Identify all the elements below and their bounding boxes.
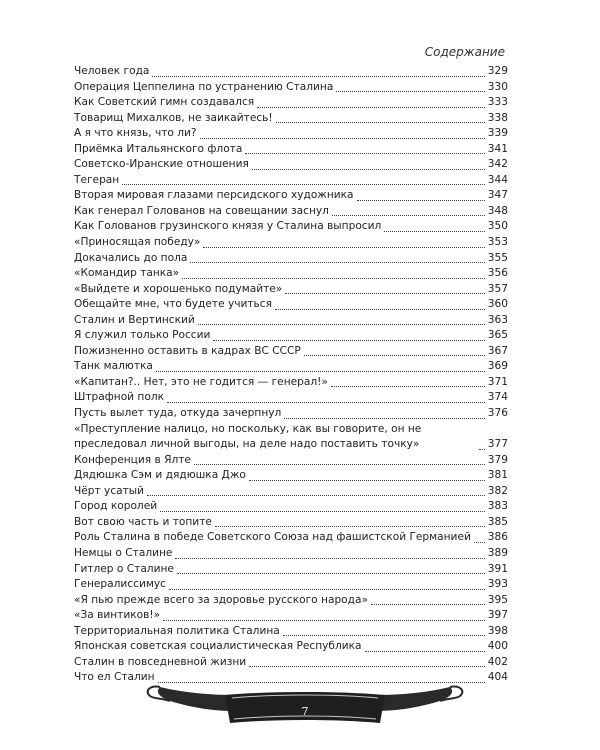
toc-entry-title: «Я пью прежде всего за здоровье русского народа» — [74, 593, 368, 606]
toc-entry-title: Пусть вылет туда, откуда зачерпнул — [74, 407, 282, 420]
toc-entry — [74, 546, 508, 562]
dot-leader — [160, 511, 485, 512]
toc-entry-title: Что ел Сталин — [74, 671, 155, 684]
toc-entry-title: Дядюшка Сэм и дядюшка Джо — [74, 469, 246, 482]
dot-leader — [474, 542, 485, 543]
toc-entry-title: Советско-Иранские отношения — [74, 158, 249, 171]
dot-leader — [371, 604, 485, 605]
toc-entry — [74, 219, 508, 235]
dot-leader — [336, 91, 484, 92]
dot-leader — [284, 418, 484, 419]
toc-entry-title: Пожизненно оставить в кадрах ВС СССР — [74, 344, 301, 357]
toc-entry-page: 400 — [487, 640, 508, 653]
toc-entry — [74, 624, 508, 640]
toc-entry — [74, 608, 508, 624]
toc-entry — [74, 188, 508, 204]
page-ribbon — [140, 665, 470, 735]
toc-entry-title: Роль Сталина в победе Советского Союза над фашистской Германией — [74, 531, 471, 544]
dot-leader — [332, 215, 485, 216]
toc-entry-title: Сталин и Вертинский — [74, 313, 195, 326]
dot-leader — [198, 324, 485, 325]
toc-entry-page: 369 — [487, 360, 508, 373]
dot-leader — [182, 278, 485, 279]
toc-entry-page: 389 — [487, 546, 508, 559]
dot-leader — [194, 464, 485, 465]
toc-entry-title: Приёмка Итальянского флота — [74, 142, 243, 155]
toc-entry-title: Обещайте мне, что будете учиться — [74, 298, 272, 311]
toc-entry — [74, 157, 508, 173]
toc-entry-title: «За винтиков!» — [74, 609, 161, 622]
toc-entry-page: 404 — [487, 671, 508, 684]
toc-entry-page: 377 — [487, 438, 508, 451]
dot-leader — [252, 169, 485, 170]
toc-entry — [74, 375, 508, 391]
dot-leader — [169, 589, 485, 590]
dot-leader — [276, 122, 485, 123]
toc-entry-title: Как генерал Голованов на совещании заснул — [74, 204, 329, 217]
page-number: 7 — [301, 705, 309, 718]
toc-entry-page: 357 — [487, 282, 508, 295]
toc-entry — [74, 422, 508, 453]
toc-entry — [74, 530, 508, 546]
toc-entry-page: 393 — [487, 578, 508, 591]
toc-entry — [74, 639, 508, 655]
toc-entry-page: 383 — [487, 500, 508, 513]
toc-entry-title: Конференция в Ялте — [74, 453, 191, 466]
toc-entry — [74, 266, 508, 282]
toc-entry — [74, 251, 508, 267]
toc-entry — [74, 126, 508, 142]
toc-entry-title: Я служил только России — [74, 329, 211, 342]
toc-entry-title: Вот свою часть и топите — [74, 515, 212, 528]
toc-entry-page: 402 — [487, 655, 508, 668]
toc-entry-page: 386 — [487, 531, 508, 544]
toc-entry — [74, 562, 508, 578]
dot-leader — [283, 635, 485, 636]
toc-entry — [74, 328, 508, 344]
toc-entry-title: Чёрт усатый — [74, 484, 145, 497]
toc-entry-page: 341 — [487, 142, 508, 155]
toc-entry-title: Генералиссимус — [74, 578, 166, 591]
toc-entry-page: 365 — [487, 329, 508, 342]
dot-leader — [203, 247, 484, 248]
toc-entry-title: Японская советская социалистическая Республика — [74, 640, 362, 653]
toc-entry-page: 338 — [487, 111, 508, 124]
toc-entry — [74, 282, 508, 298]
toc-entry-page: 350 — [487, 220, 508, 233]
dot-leader — [357, 200, 485, 201]
toc-entry-page: 382 — [487, 484, 508, 497]
toc-entry-page: 379 — [487, 453, 508, 466]
toc-entry-page: 329 — [487, 65, 508, 77]
toc-entry-title: А я что князь, что ли? — [74, 127, 197, 140]
toc-entry-title: Танк малютка — [74, 360, 153, 373]
toc-entry — [74, 593, 508, 609]
dot-leader — [122, 184, 485, 185]
dot-leader — [257, 107, 485, 108]
toc-entry-page: 355 — [487, 251, 508, 264]
toc-entry-page: 339 — [487, 127, 508, 140]
toc-entry — [74, 499, 508, 515]
toc-entry — [74, 313, 508, 329]
toc-entry-title: Операция Цеппелина по устранению Сталина — [74, 80, 334, 93]
toc-entry — [74, 344, 508, 360]
dot-leader — [152, 76, 484, 77]
toc-entry-page: 398 — [487, 624, 508, 637]
toc-entry-page: 333 — [487, 96, 508, 109]
toc-entry-page: 395 — [487, 593, 508, 606]
toc-entry-page: 342 — [487, 158, 508, 171]
toc-entry-title: Вторая мировая глазами персидского художника — [74, 189, 354, 202]
toc-entry-title: Товарищ Михалков, не заикайтесь! — [74, 111, 273, 124]
dot-leader — [304, 355, 485, 356]
toc-entry — [74, 95, 508, 111]
toc-entry — [74, 515, 508, 531]
toc-entry-page: 348 — [487, 204, 508, 217]
toc-entry-title: Как Советский гимн создавался — [74, 96, 255, 109]
toc-entry-title: Немцы о Сталине — [74, 546, 173, 559]
toc-entry-title: «Преступление налицо, но поскольку, как вы говорите, он не преследовал личной выгоды, на деле надо поставить точку» — [74, 422, 422, 451]
dot-leader — [213, 340, 484, 341]
toc-entry — [74, 453, 508, 469]
dot-leader — [163, 620, 485, 621]
toc-entry-page: 391 — [487, 562, 508, 575]
toc-entry — [74, 297, 508, 313]
toc-entry-title: «Выйдете и хорошенько подумайте» — [74, 282, 283, 295]
toc-entry-title: Город королей — [74, 500, 158, 513]
dot-leader — [275, 309, 485, 310]
toc-entry-page: 353 — [487, 236, 508, 249]
toc-entry-page: 330 — [487, 80, 508, 93]
dot-leader — [215, 526, 485, 527]
dot-leader — [167, 402, 485, 403]
dot-leader — [331, 386, 485, 387]
toc-entry-title: Как Голованов грузинского князя у Сталина выпросил — [74, 220, 382, 233]
toc-entry-page: 347 — [487, 189, 508, 202]
toc-entry — [74, 468, 508, 484]
toc-entry-title: Штрафной полк — [74, 391, 165, 404]
dot-leader — [384, 231, 484, 232]
toc-entry-title: Сталин в повседневной жизни — [74, 655, 247, 668]
toc-entry — [74, 142, 508, 158]
toc-entry-title: Гитлер о Сталине — [74, 562, 174, 575]
toc-entry-page: 381 — [487, 469, 508, 482]
toc-entry-page: 344 — [487, 173, 508, 186]
toc-entry — [74, 406, 508, 422]
toc-entry-page: 397 — [487, 609, 508, 622]
ribbon-ornament-icon — [140, 665, 470, 735]
toc-entry-page: 374 — [487, 391, 508, 404]
toc-entry — [74, 111, 508, 127]
dot-leader — [365, 651, 485, 652]
toc-entry-page: 385 — [487, 515, 508, 528]
toc-entry-page: 376 — [487, 407, 508, 420]
section-header: Содержание — [424, 45, 505, 59]
toc-entry — [74, 80, 508, 96]
table-of-contents — [74, 64, 508, 686]
toc-entry-title: «Командир танка» — [74, 267, 180, 280]
toc-entry — [74, 577, 508, 593]
dot-leader — [200, 138, 485, 139]
dot-leader — [249, 480, 485, 481]
toc-entry-title: «Приносящая победу» — [74, 236, 201, 249]
toc-entry-page: 360 — [487, 298, 508, 311]
toc-entry-title: «Капитан?.. Нет, это не годится — генерал!» — [74, 375, 328, 388]
dot-leader — [479, 449, 485, 450]
toc-entry-title: Докачались до пола — [74, 251, 188, 264]
toc-entry-page: 367 — [487, 344, 508, 357]
toc-entry — [74, 235, 508, 251]
dot-leader — [156, 371, 485, 372]
dot-leader — [175, 558, 484, 559]
toc-entry — [74, 359, 508, 375]
dot-leader — [285, 293, 484, 294]
toc-entry — [74, 64, 508, 80]
toc-entry-title: Человек года — [74, 65, 150, 77]
toc-entry — [74, 484, 508, 500]
dot-leader — [245, 153, 484, 154]
toc-entry — [74, 204, 508, 220]
toc-entry-page: 371 — [487, 375, 508, 388]
toc-entry — [74, 390, 508, 406]
toc-entry-title: Тегеран — [74, 173, 120, 186]
dot-leader — [147, 495, 485, 496]
toc-entry-page: 363 — [487, 313, 508, 326]
dot-leader — [177, 573, 485, 574]
toc-entry-page: 356 — [487, 267, 508, 280]
dot-leader — [190, 262, 484, 263]
toc-entry-title: Территориальная политика Сталина — [74, 624, 280, 637]
toc-entry — [74, 173, 508, 189]
